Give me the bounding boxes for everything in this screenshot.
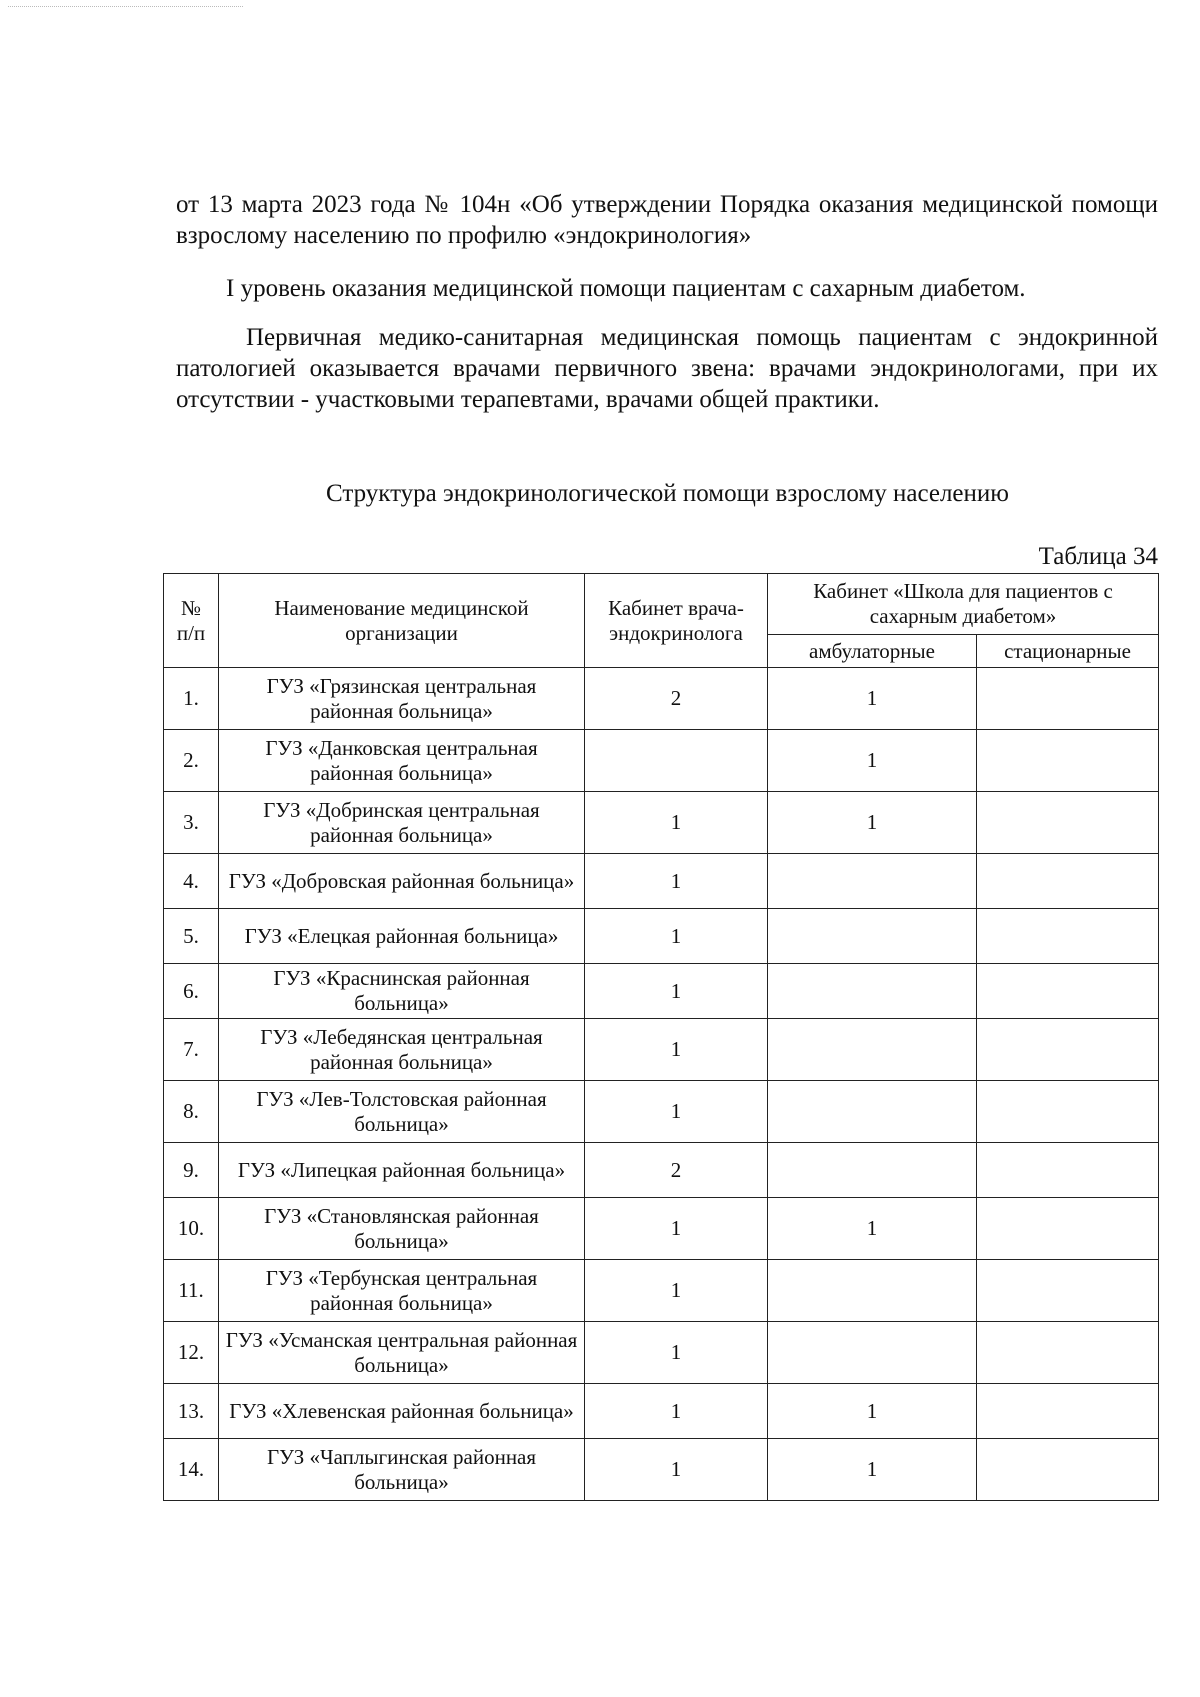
table-row bbox=[164, 1439, 1159, 1501]
row-num: 14. bbox=[164, 1439, 219, 1501]
row-cabinet: 1 bbox=[585, 1081, 768, 1143]
table-row bbox=[164, 730, 1159, 792]
row-org: ГУЗ «Липецкая районная больница» bbox=[219, 1143, 585, 1198]
table-row bbox=[164, 909, 1159, 964]
row-inpatient bbox=[977, 1019, 1159, 1081]
header-org: Наименование медицинской организации bbox=[219, 574, 585, 668]
row-num: 3. bbox=[164, 792, 219, 854]
table-row bbox=[164, 792, 1159, 854]
scan-mark bbox=[8, 6, 243, 9]
row-org: ГУЗ «Усманская центральная районная больница» bbox=[219, 1322, 585, 1384]
row-num: 11. bbox=[164, 1260, 219, 1322]
row-org: ГУЗ «Данковская центральная районная больница» bbox=[219, 730, 585, 792]
row-inpatient bbox=[977, 854, 1159, 909]
row-inpatient bbox=[977, 1260, 1159, 1322]
table-row bbox=[164, 1322, 1159, 1384]
row-outpatient: 1 bbox=[768, 1384, 977, 1439]
row-inpatient bbox=[977, 1384, 1159, 1439]
row-outpatient: 1 bbox=[768, 1198, 977, 1260]
row-outpatient bbox=[768, 964, 977, 1019]
table-row bbox=[164, 668, 1159, 730]
row-inpatient bbox=[977, 668, 1159, 730]
row-outpatient bbox=[768, 1322, 977, 1384]
row-outpatient bbox=[768, 1143, 977, 1198]
row-num: 5. bbox=[164, 909, 219, 964]
row-outpatient bbox=[768, 1081, 977, 1143]
row-cabinet: 2 bbox=[585, 668, 768, 730]
row-inpatient bbox=[977, 909, 1159, 964]
row-org: ГУЗ «Краснинская районная больница» bbox=[219, 964, 585, 1019]
row-cabinet: 1 bbox=[585, 1439, 768, 1501]
row-cabinet: 1 bbox=[585, 1019, 768, 1081]
row-outpatient: 1 bbox=[768, 792, 977, 854]
row-outpatient bbox=[768, 1260, 977, 1322]
row-cabinet: 1 bbox=[585, 792, 768, 854]
row-cabinet: 1 bbox=[585, 854, 768, 909]
row-num: 10. bbox=[164, 1198, 219, 1260]
table-row bbox=[164, 854, 1159, 909]
row-cabinet: 1 bbox=[585, 1260, 768, 1322]
row-cabinet: 1 bbox=[585, 1384, 768, 1439]
table-row bbox=[164, 1143, 1159, 1198]
endocrinology-table bbox=[163, 573, 1159, 1501]
row-inpatient bbox=[977, 1143, 1159, 1198]
row-num: 2. bbox=[164, 730, 219, 792]
row-org: ГУЗ «Елецкая районная больница» bbox=[219, 909, 585, 964]
row-inpatient bbox=[977, 1081, 1159, 1143]
row-org: ГУЗ «Добровская районная больница» bbox=[219, 854, 585, 909]
row-outpatient: 1 bbox=[768, 1439, 977, 1501]
row-cabinet: 1 bbox=[585, 1322, 768, 1384]
row-org: ГУЗ «Чаплыгинская районная больница» bbox=[219, 1439, 585, 1501]
intro-paragraph: от 13 марта 2023 года № 104н «Об утверждении Порядка оказания медицинской помощи взрослому населению по профилю «эндокринология» bbox=[176, 191, 1158, 249]
row-cabinet: 1 bbox=[585, 1198, 768, 1260]
row-org: ГУЗ «Грязинская центральная районная больница» bbox=[219, 668, 585, 730]
row-org: ГУЗ «Становлянская районная больница» bbox=[219, 1198, 585, 1260]
row-org: ГУЗ «Тербунская центральная районная больница» bbox=[219, 1260, 585, 1322]
table-row bbox=[164, 964, 1159, 1019]
row-num: 12. bbox=[164, 1322, 219, 1384]
row-cabinet bbox=[585, 730, 768, 792]
row-inpatient bbox=[977, 1322, 1159, 1384]
table-row bbox=[164, 1260, 1159, 1322]
row-outpatient bbox=[768, 909, 977, 964]
row-inpatient bbox=[977, 964, 1159, 1019]
row-num: 6. bbox=[164, 964, 219, 1019]
row-num: 4. bbox=[164, 854, 219, 909]
row-org: ГУЗ «Лебедянская центральная районная больница» bbox=[219, 1019, 585, 1081]
row-num: 9. bbox=[164, 1143, 219, 1198]
row-outpatient bbox=[768, 854, 977, 909]
row-num: 7. bbox=[164, 1019, 219, 1081]
table-row bbox=[164, 1384, 1159, 1439]
row-outpatient: 1 bbox=[768, 730, 977, 792]
header-num: № п/п bbox=[164, 574, 219, 668]
row-inpatient bbox=[977, 1198, 1159, 1260]
table-heading: Структура эндокринологической помощи взрослому населению bbox=[326, 480, 1009, 507]
primary-care-paragraph: Первичная медико-санитарная медицинская помощь пациентам с эндокринной патологией оказывается врачами первичного звена: врачами эндокринологами, при их отсутствии - участковыми терапевтами, врачами общей практики. bbox=[176, 324, 1158, 413]
level-paragraph: I уровень оказания медицинской помощи пациентам с сахарным диабетом. bbox=[226, 275, 1026, 302]
row-num: 8. bbox=[164, 1081, 219, 1143]
row-num: 1. bbox=[164, 668, 219, 730]
header-cabinet: Кабинет врача-эндокринолога bbox=[585, 574, 768, 668]
row-cabinet: 1 bbox=[585, 909, 768, 964]
row-org: ГУЗ «Хлевенская районная больница» bbox=[219, 1384, 585, 1439]
table-row bbox=[164, 1081, 1159, 1143]
row-inpatient bbox=[977, 792, 1159, 854]
row-cabinet: 1 bbox=[585, 964, 768, 1019]
header-inpatient: стационарные bbox=[977, 635, 1159, 668]
row-inpatient bbox=[977, 730, 1159, 792]
table-number: Таблица 34 bbox=[1038, 543, 1158, 570]
row-cabinet: 2 bbox=[585, 1143, 768, 1198]
row-org: ГУЗ «Добринская центральная районная больница» bbox=[219, 792, 585, 854]
row-outpatient bbox=[768, 1019, 977, 1081]
table-row bbox=[164, 1019, 1159, 1081]
row-org: ГУЗ «Лев-Толстовская районная больница» bbox=[219, 1081, 585, 1143]
table-row bbox=[164, 1198, 1159, 1260]
row-inpatient bbox=[977, 1439, 1159, 1501]
row-outpatient: 1 bbox=[768, 668, 977, 730]
header-school: Кабинет «Школа для пациентов с сахарным диабетом» bbox=[768, 574, 1159, 635]
header-outpatient: амбулаторные bbox=[768, 635, 977, 668]
row-num: 13. bbox=[164, 1384, 219, 1439]
